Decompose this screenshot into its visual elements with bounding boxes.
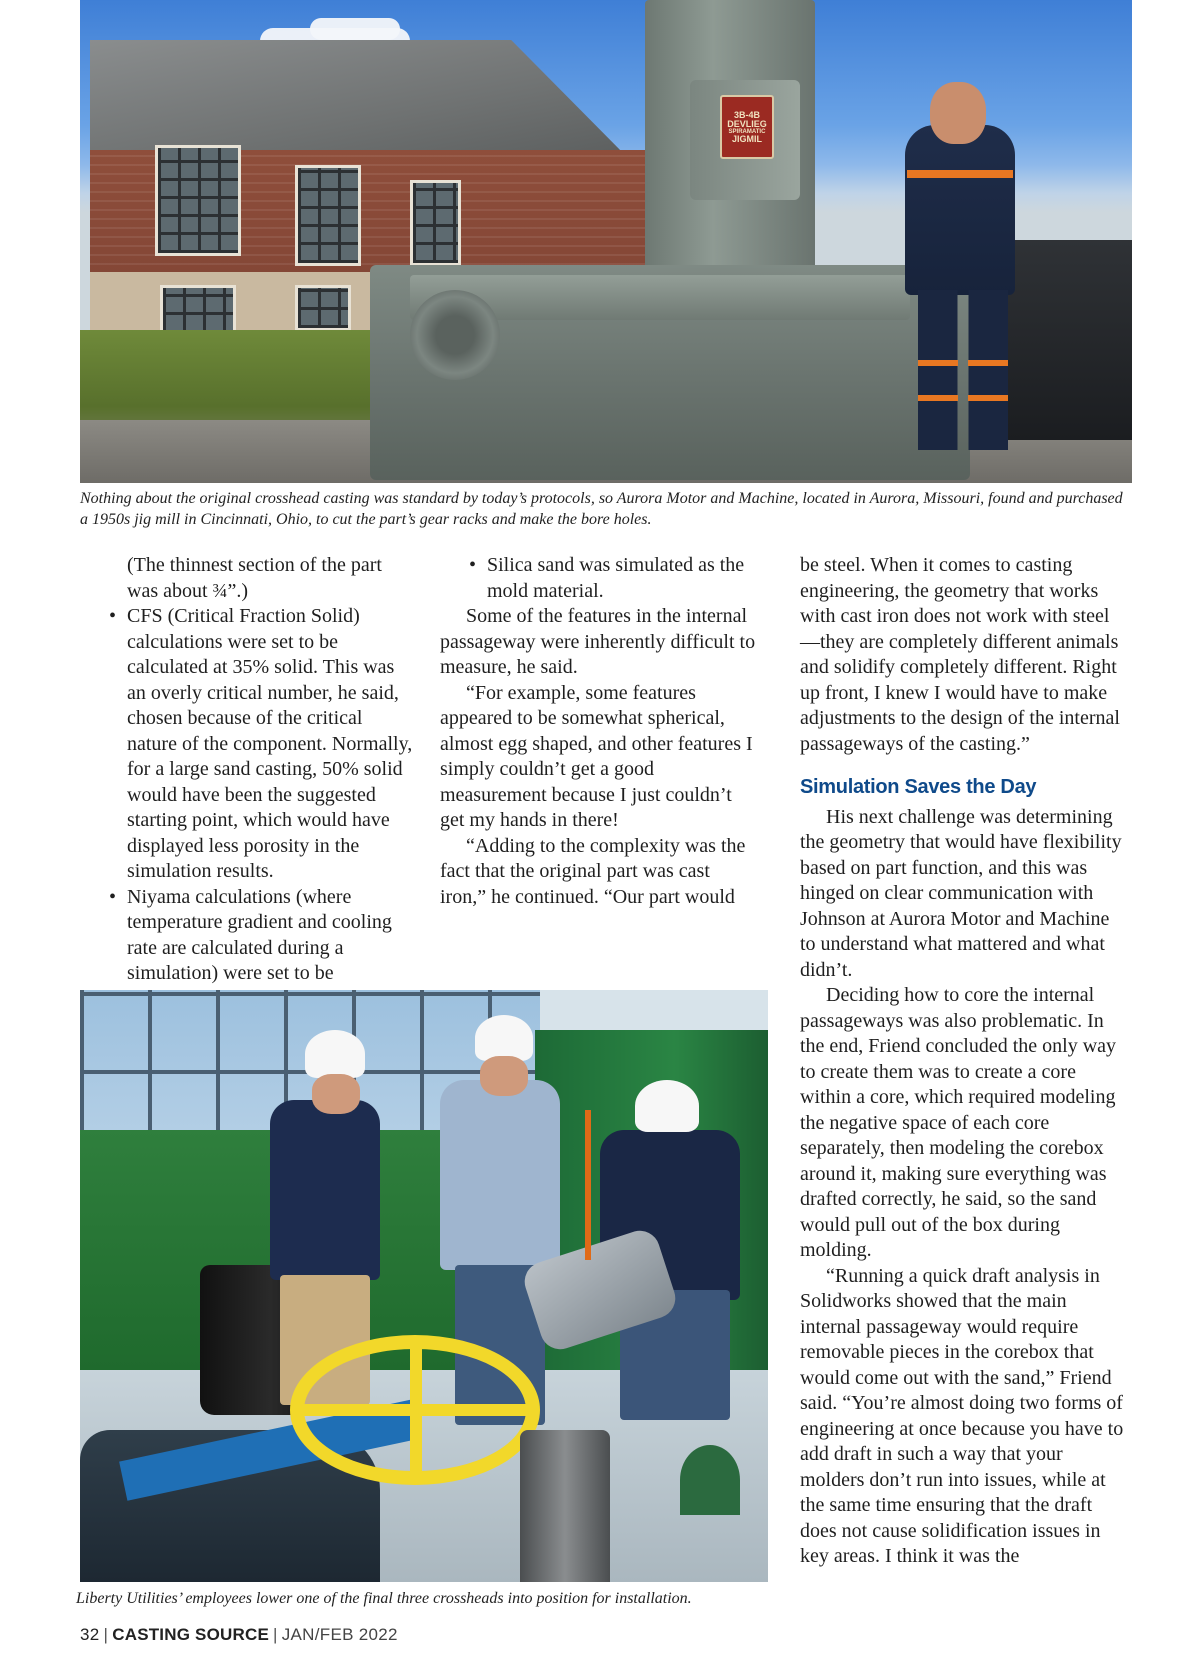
bottom-photo bbox=[80, 990, 768, 1582]
list-item: • Silica sand was simulated as the mold material. bbox=[469, 554, 745, 602]
bullet-icon: • bbox=[109, 885, 117, 908]
paragraph: “Running a quick draft analysis in Solidworks showed that the main internal passageway would require removable pieces in the corebox that would come out with the sand,” Friend said. “You’re almost doing two forms of engineering at once because you have to add draft in such a way that your molders don’t run into issues, while at the same time ensuring that the draft does not cause solidification issues in key areas. I think it was the bbox=[800, 1264, 1124, 1567]
column-3 bbox=[800, 553, 1125, 1570]
nameplate-line: JIGMIL bbox=[731, 133, 762, 144]
machine-nameplate bbox=[720, 95, 774, 159]
worker-figure bbox=[905, 125, 1015, 295]
paragraph: be steel. When it comes to casting engineering, the geometry that works with cast iron does not work with steel—they are completely different animals and solidify completely different. Right up front, I knew I would have to make adjustments to the design of the internal passageways of the casting.” bbox=[800, 554, 1120, 755]
issue-date: JAN/FEB 2022 bbox=[281, 1625, 398, 1644]
top-photo-caption: Nothing about the original crosshead casting was standard by today’s protocols, so Aurora Motor and Machine, located in Aurora, Missouri, found and purchased a 1950s jig mill in Cincinnati, Ohio, to cut the part’s gear racks and make the bore holes. bbox=[80, 490, 1123, 528]
list-item: • CFS (Critical Fraction Solid) calculations were set to be calculated at 35% solid. This was an overly critical number, he said, chosen because of the critical nature of the component. Normally, for a large sand casting, 50% solid would have been the suggested starting point, which would have displayed less porosity in the simulation results. bbox=[109, 605, 413, 882]
top-photo bbox=[80, 0, 1132, 483]
column-2 bbox=[440, 553, 760, 910]
page-footer bbox=[80, 1625, 398, 1645]
paragraph: Deciding how to core the internal passageways was also problematic. In the end, Friend concluded the only way to create them was to create a core within a core, which required modeling the negative space of each core separately, then modeling the corebox around it, making sure everything was drafted correctly, he said, so the sand would pull out of the box during molding. bbox=[800, 984, 1117, 1261]
bullet-icon: • bbox=[469, 554, 477, 576]
page-number: 32 bbox=[80, 1625, 100, 1644]
column-1-continuation: (The thinnest section of the part was about ¾”.) bbox=[127, 554, 382, 602]
bottom-photo-caption: Liberty Utilities’ employees lower one of the final three crossheads into position for installation. bbox=[76, 1590, 692, 1607]
paragraph: Some of the features in the internal passageway were inherently difficult to measure, he said. bbox=[440, 605, 756, 678]
simulation-settings-list bbox=[80, 604, 415, 1012]
paragraph: His next challenge was determining the geometry that would have flexibility based on part function, and this was hinged on clear communication with Johnson at Aurora Motor and Machine to understand what mattered and what didn’t. bbox=[800, 805, 1122, 981]
publication-name: CASTING SOURCE bbox=[112, 1625, 269, 1644]
nameplate-line: 3B-4B bbox=[733, 109, 760, 120]
nameplate-line: SPIRAMATIC bbox=[728, 128, 766, 135]
list-item: • Niyama calculations (where temperature gradient and cooling rate are calculated during a simulation) were set to be bbox=[109, 885, 392, 984]
paragraph: “Adding to the complexity was the fact that the original part was cast iron,” he continued. “Our part would bbox=[440, 834, 746, 908]
bullet-icon: • bbox=[109, 605, 117, 627]
paragraph: “For example, some features appeared to be somewhat spherical, almost egg shaped, and other features I simply couldn’t get a good measurement because I just couldn’t get my hands in there! bbox=[440, 681, 753, 831]
footer-separator: | bbox=[273, 1625, 278, 1644]
nameplate-line: DEVLIEG bbox=[727, 118, 767, 129]
simulation-settings-list-cont bbox=[440, 553, 760, 604]
section-heading: Simulation Saves the Day bbox=[800, 776, 1037, 798]
footer-separator: | bbox=[103, 1625, 109, 1644]
column-1 bbox=[80, 553, 415, 1012]
